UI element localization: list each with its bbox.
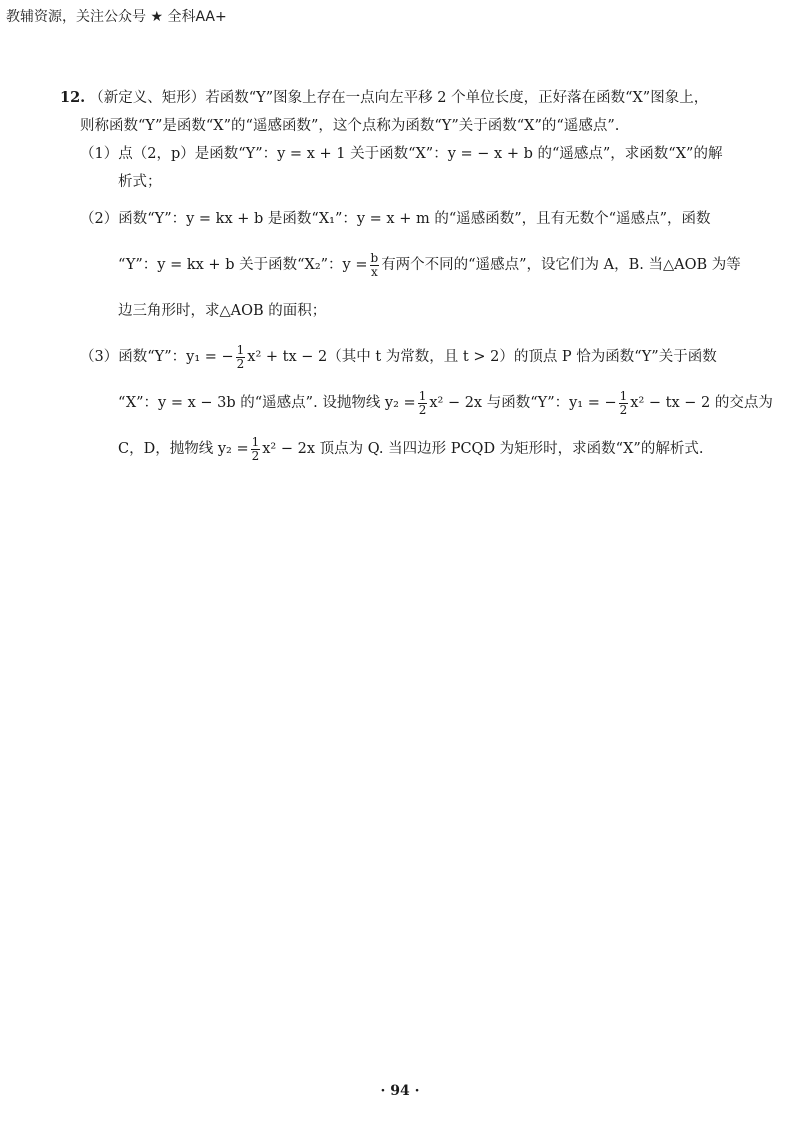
fraction-one-half: $\frac{1}{2}$ xyxy=(619,388,628,417)
fraction-one-half: $\frac{1}{2}$ xyxy=(251,434,260,463)
part3-line-3 xyxy=(60,426,752,472)
fraction-b-over-x: $\frac{b}{x}$ xyxy=(370,250,379,279)
part3-text-post: x² + tx − 2（其中 t 为常数，且 t > 2）的顶点 P 恰为函数“Y”关于函数 xyxy=(247,349,717,365)
part3-line2-mid: x² − 2x 与函数“Y”：y₁ = − xyxy=(429,395,617,411)
part3-line-1 xyxy=(60,334,752,380)
problem-intro-line-2: 则称函数“Y”是函数“X”的“遥感函数”，这个点称为函数“Y”关于函数“X”的“遥感点”. xyxy=(80,118,620,134)
problem-12 xyxy=(60,84,773,472)
part2-line-1: （2）函数“Y”：y = kx + b 是函数“X₁”：y = x + m 的“遥感函数”，且有无数个“遥感点”，函数 xyxy=(80,211,711,227)
fraction-one-half: $\frac{1}{2}$ xyxy=(236,342,245,371)
fraction-one-half: $\frac{1}{2}$ xyxy=(418,388,427,417)
part3-line2-post: x² − tx − 2 的交点为 xyxy=(630,395,773,411)
part2-line-3: 边三角形时，求△AOB 的面积； xyxy=(118,303,327,319)
page-number: · 94 · xyxy=(380,1083,420,1099)
part3-text-pre: （3）函数“Y”：y₁ = − xyxy=(80,349,234,365)
part2-line-2 xyxy=(60,242,752,288)
problem-number: 12. xyxy=(60,89,86,106)
part3-line3-post: x² − 2x 顶点为 Q. 当四边形 PCQD 为矩形时，求函数“X”的解析式. xyxy=(262,441,704,457)
part3-line-2 xyxy=(60,380,773,426)
problem-intro-line-1 xyxy=(60,84,752,112)
header-watermark: 教辅资源，关注公众号 ★ 全科AA+ xyxy=(6,9,227,25)
part2-text-post: 有两个不同的“遥感点”，设它们为 A，B. 当△AOB 为等 xyxy=(381,257,741,273)
part3-line3-pre: C，D，抛物线 y₂ = xyxy=(118,441,249,457)
part2-text-pre: “Y”：y = kx + b 关于函数“X₂”：y = xyxy=(118,257,368,273)
part3-line2-pre: “X”：y = x − 3b 的“遥感点”. 设抛物线 y₂ = xyxy=(118,395,416,411)
part1-line-1: （1）点（2，p）是函数“Y”：y = x + 1 关于函数“X”：y = − x + b 的“遥感点”，求函数“X”的解 xyxy=(80,146,723,162)
intro-text-1: （新定义、矩形）若函数“Y”图象上存在一点向左平移 2 个单位长度，正好落在函数“X”图象上， xyxy=(89,90,709,106)
part1-line-2: 析式； xyxy=(118,174,162,190)
